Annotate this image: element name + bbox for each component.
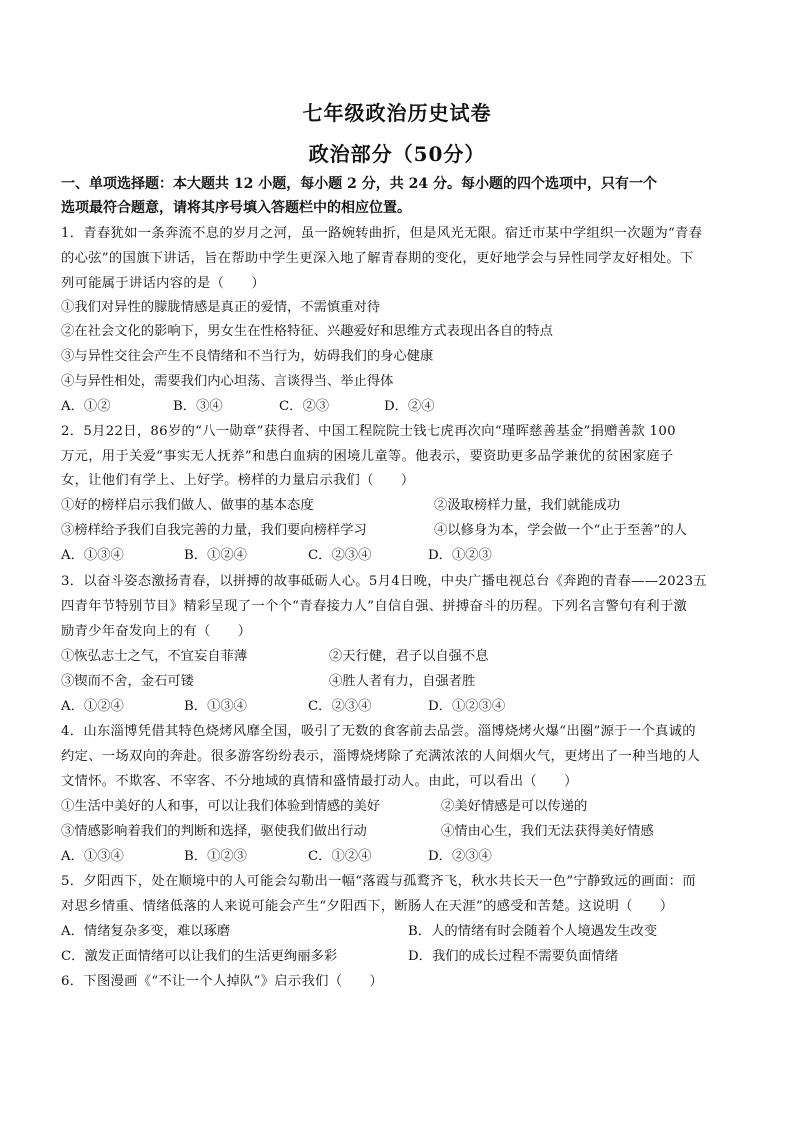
question-4-item: ③情感影响着我们的判断和选择，驱使我们做出行动 xyxy=(61,824,367,839)
question-3-item: ②天行健，君子以自强不息 xyxy=(329,649,489,664)
question-5-option-d: D．我们的成长过程不需要负面情绪 xyxy=(408,949,619,964)
section-instruction-line-2: 选项最符合题意，请将其序号填入答题栏中的相应位置。 xyxy=(61,200,411,216)
question-1-item: ①我们对异性的朦胧情感是真正的爱情，不需慎重对待 xyxy=(61,300,381,315)
question-2-option-b: B．①②④ xyxy=(184,548,247,563)
section-instruction-line-1: 一、单项选择题：本大题共 12 小题，每小题 2 分，共 24 分。每小题的四个选项中，只有一个 xyxy=(61,176,657,192)
question-4-item: ④情由心生，我们无法获得美好情感 xyxy=(441,824,654,839)
question-3-option-c: C．②③④ xyxy=(308,699,372,714)
question-1-option-d: D．②④ xyxy=(384,399,435,414)
question-5-option-a: A．情绪复杂多变，难以琢磨 xyxy=(61,924,231,939)
question-4-stem-line-3: 文情怀。不欺客、不宰客、不分地域的真情和盛情最打动人。由此，可以看出（ ） xyxy=(61,774,578,789)
question-3-item: ③锲而不舍，金石可镂 xyxy=(61,674,194,689)
page-title: 七年级政治历史试卷 xyxy=(302,101,492,125)
question-3-stem-line-2: 四青年节特别节目》精彩呈现了一个个“青春接力人”自信自强、拼搏奋斗的历程。下列名言警句有利于激 xyxy=(61,599,688,614)
question-5-option-c: C．激发正面情绪可以让我们的生活更绚丽多彩 xyxy=(61,949,338,964)
question-2-option-c: C．②③④ xyxy=(308,548,372,563)
question-3-item: ①恢弘志士之气，不宜妄自菲薄 xyxy=(61,649,248,664)
question-3-option-a: A．①②④ xyxy=(61,699,124,714)
question-3-stem-line-1: 3．以奋斗姿态激扬青春，以拼搏的故事砥砺人心。5月4日晚，中央广播电视总台《奔跑的青春——2023五 xyxy=(61,574,707,589)
question-4-stem-line-1: 4．山东淄博凭借其特色烧烤风靡全国，吸引了无数的食客前去品尝。淄博烧烤火爆“出圈”源于一个真诚的 xyxy=(61,724,696,739)
question-2-item: ④以修身为本，学会做一个“止于至善”的人 xyxy=(434,523,687,538)
question-4-option-b: B．①②③ xyxy=(184,849,247,864)
question-4-option-d: D．②③④ xyxy=(428,849,492,864)
question-3-option-b: B．①③④ xyxy=(184,699,247,714)
question-6-stem: 6．下图漫画《“不让一个人掉队”》启示我们（ ） xyxy=(61,974,384,989)
question-3-item: ④胜人者有力，自强者胜 xyxy=(329,674,476,689)
page-subtitle: 政治部分（50分） xyxy=(308,142,486,166)
question-4-option-c: C．①②④ xyxy=(308,849,372,864)
question-4-option-a: A．①③④ xyxy=(61,849,124,864)
question-2-item: ②汲取榜样力量，我们就能成功 xyxy=(434,498,621,513)
question-1-option-c: C．②③ xyxy=(279,399,330,414)
question-4-item: ①生活中美好的人和事，可以让我们体验到情感的美好 xyxy=(61,799,381,814)
question-1-option-b: B．③④ xyxy=(173,399,223,414)
question-2-option-a: A．①③④ xyxy=(61,548,124,563)
question-4-item: ②美好情感是可以传递的 xyxy=(441,799,588,814)
question-1-item: ③与异性交往会产生不良情绪和不当行为，妨碍我们的身心健康 xyxy=(61,349,434,364)
question-1-option-a: A．①② xyxy=(61,399,111,414)
question-5-stem-line-1: 5．夕阳西下，处在顺境中的人可能会勾勒出一幅“落霞与孤鹜齐飞，秋水共长天一色”宁静致远的画面：而 xyxy=(61,874,696,889)
question-2-stem-line-2: 万元，用于关爱“事实无人抚养”和患白血病的困境儿童等。他表示，要资助更多品学兼优的贫困家庭子 xyxy=(61,449,674,464)
question-2-stem-line-3: 女，让他们有学上、上好学。榜样的力量启示我们（ ） xyxy=(61,473,415,488)
question-2-item: ①好的榜样启示我们做人、做事的基本态度 xyxy=(61,498,314,513)
question-5-stem-line-2: 对思乡情重、情绪低落的人来说可能会产生“夕阳西下，断肠人在天涯”的感受和苦楚。这说明（ ） xyxy=(61,899,674,914)
question-1-stem-line-2: 的心弦”的国旗下讲话，旨在帮助中学生更深入地了解青春期的变化，更好地学会与异性同学友好相处。下 xyxy=(61,251,694,266)
question-3-stem-line-3: 励青少年奋发向上的有（ ） xyxy=(61,624,252,639)
question-2-stem-line-1: 2．5月22日，86岁的“八一勋章”获得者、中国工程院院士钱七虎再次向“瑾晖慈善基金”捐赠善款 100 xyxy=(61,424,676,439)
question-1-item: ④与异性相处，需要我们内心坦荡、言谈得当、举止得体 xyxy=(61,374,394,389)
question-5-option-b: B．人的情绪有时会随着个人境遇发生改变 xyxy=(408,924,658,939)
question-1-stem-line-3: 列可能属于讲话内容的是（ ） xyxy=(61,276,265,291)
question-1-stem-line-1: 1．青春犹如一条奔流不息的岁月之河，虽一路婉转曲折，但是风光无限。宿迁市某中学组织一次题为“青春 xyxy=(61,226,703,241)
question-4-stem-line-2: 约定、一场双向的奔赴。很多游客纷纷表示，淄博烧烤除了充满浓浓的人间烟火气，更烤出了一种当地的人 xyxy=(61,749,701,764)
question-3-option-d: D．①②③④ xyxy=(428,699,506,714)
question-2-item: ③榜样给予我们自我完善的力量，我们要向榜样学习 xyxy=(61,523,367,538)
question-1-item: ②在社会文化的影响下，男女生在性格特征、兴趣爱好和思维方式表现出各自的特点 xyxy=(61,324,553,339)
question-2-option-d: D．①②③ xyxy=(428,548,492,563)
